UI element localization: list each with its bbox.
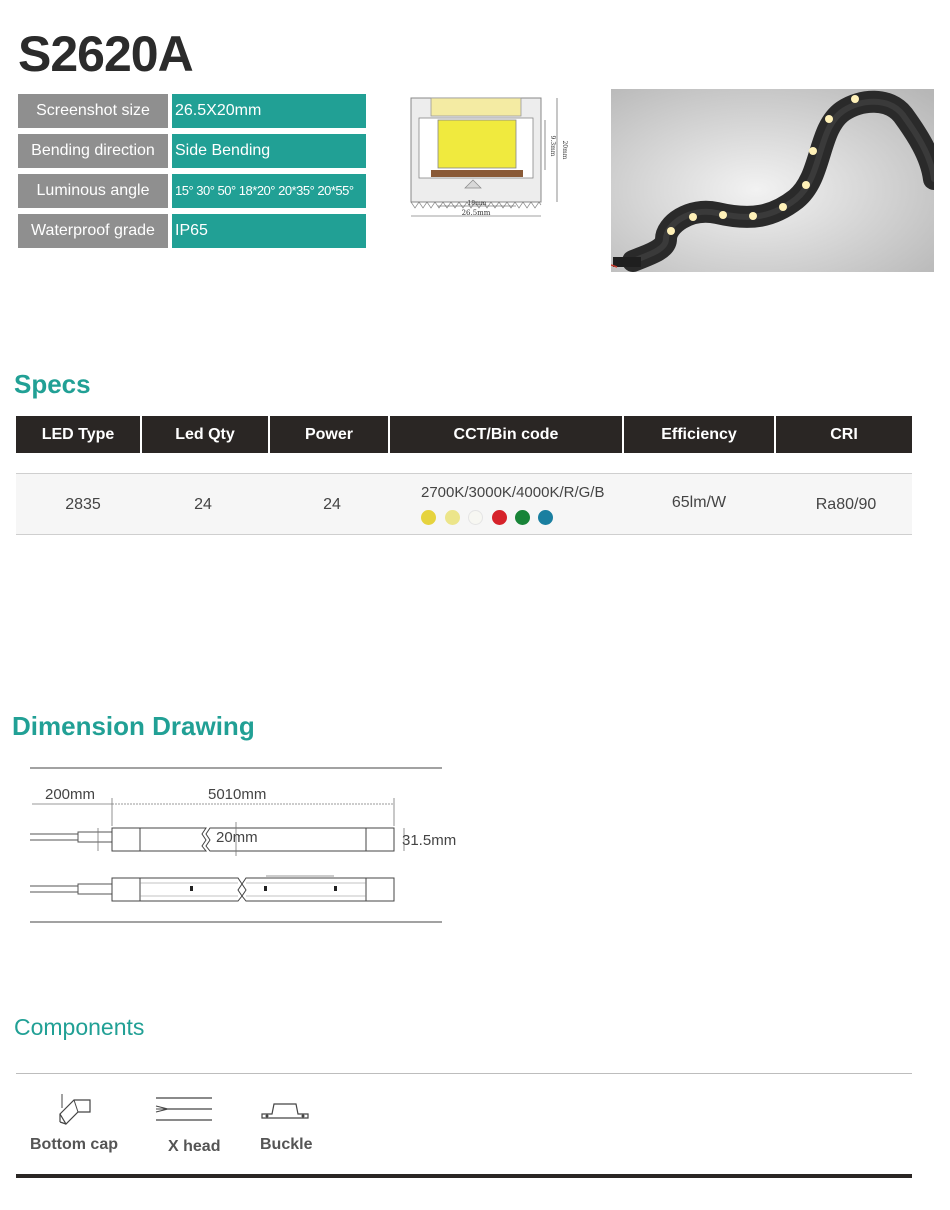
specs-table-header: [16, 416, 912, 453]
header-cct: CCT/Bin code: [390, 416, 622, 453]
dimension-heading: Dimension Drawing: [12, 711, 255, 741]
bottom-rule: [16, 1174, 912, 1178]
dim-height: 31.5mm: [402, 832, 457, 849]
buckle-icon: [260, 1098, 310, 1122]
property-row: [18, 174, 366, 208]
color-dot: [445, 510, 460, 525]
property-value: 26.5X20mm: [172, 94, 366, 128]
property-label: Bending direction: [18, 134, 168, 168]
property-value: Side Bending: [172, 134, 366, 168]
product-photo: [611, 89, 934, 272]
dim-lead-length: 200mm: [45, 786, 96, 803]
color-dot: [492, 510, 507, 525]
cross-section-drawing: [405, 92, 575, 224]
component-label: Bottom cap: [30, 1136, 118, 1153]
product-title: S2620A: [18, 26, 193, 82]
components-heading: Components: [14, 1014, 145, 1040]
cross-total-height: 20mm: [561, 140, 568, 160]
table-row: [16, 473, 912, 535]
cell-led-type: 2835: [65, 496, 101, 513]
header-power: Power: [270, 416, 388, 453]
specs-heading: Specs: [14, 369, 91, 399]
cell-efficiency: 65lm/W: [671, 494, 727, 511]
cell-cri: Ra80/90: [815, 496, 877, 513]
header-led-qty: Led Qty: [142, 416, 268, 453]
property-label: Luminous angle: [18, 174, 168, 208]
header-efficiency: Efficiency: [624, 416, 774, 453]
dim-width: 20mm: [216, 829, 258, 846]
property-row: [18, 94, 366, 128]
x-head-icon: [152, 1092, 214, 1126]
cross-bottom-width: 26.5mm: [461, 209, 491, 217]
property-value: IP65: [172, 214, 366, 248]
component-label: Buckle: [260, 1136, 313, 1153]
cell-cct: 2700K/3000K/4000K/R/G/B: [421, 484, 605, 501]
cell-led-qty: 24: [194, 496, 212, 513]
cell-power: 24: [323, 496, 341, 513]
property-value: 15° 30° 50° 18*20° 20*35° 20*55°: [172, 174, 366, 208]
header-led-type: LED Type: [16, 416, 140, 453]
header-cri: CRI: [776, 416, 912, 453]
color-dot: [468, 510, 483, 525]
property-row: [18, 134, 366, 168]
cross-top-width: 18mm: [467, 200, 487, 207]
component-label: X head: [168, 1138, 221, 1155]
color-dot: [515, 510, 530, 525]
property-label: Screenshot size: [18, 94, 168, 128]
cross-inner-height: 9.3mm: [549, 135, 556, 157]
property-label: Waterproof grade: [18, 214, 168, 248]
bottom-cap-icon: [56, 1090, 96, 1130]
property-row: [18, 214, 366, 248]
color-dot: [538, 510, 553, 525]
color-dot: [421, 510, 436, 525]
divider: [16, 1073, 912, 1074]
dim-strip-length: 5010mm: [208, 786, 267, 803]
